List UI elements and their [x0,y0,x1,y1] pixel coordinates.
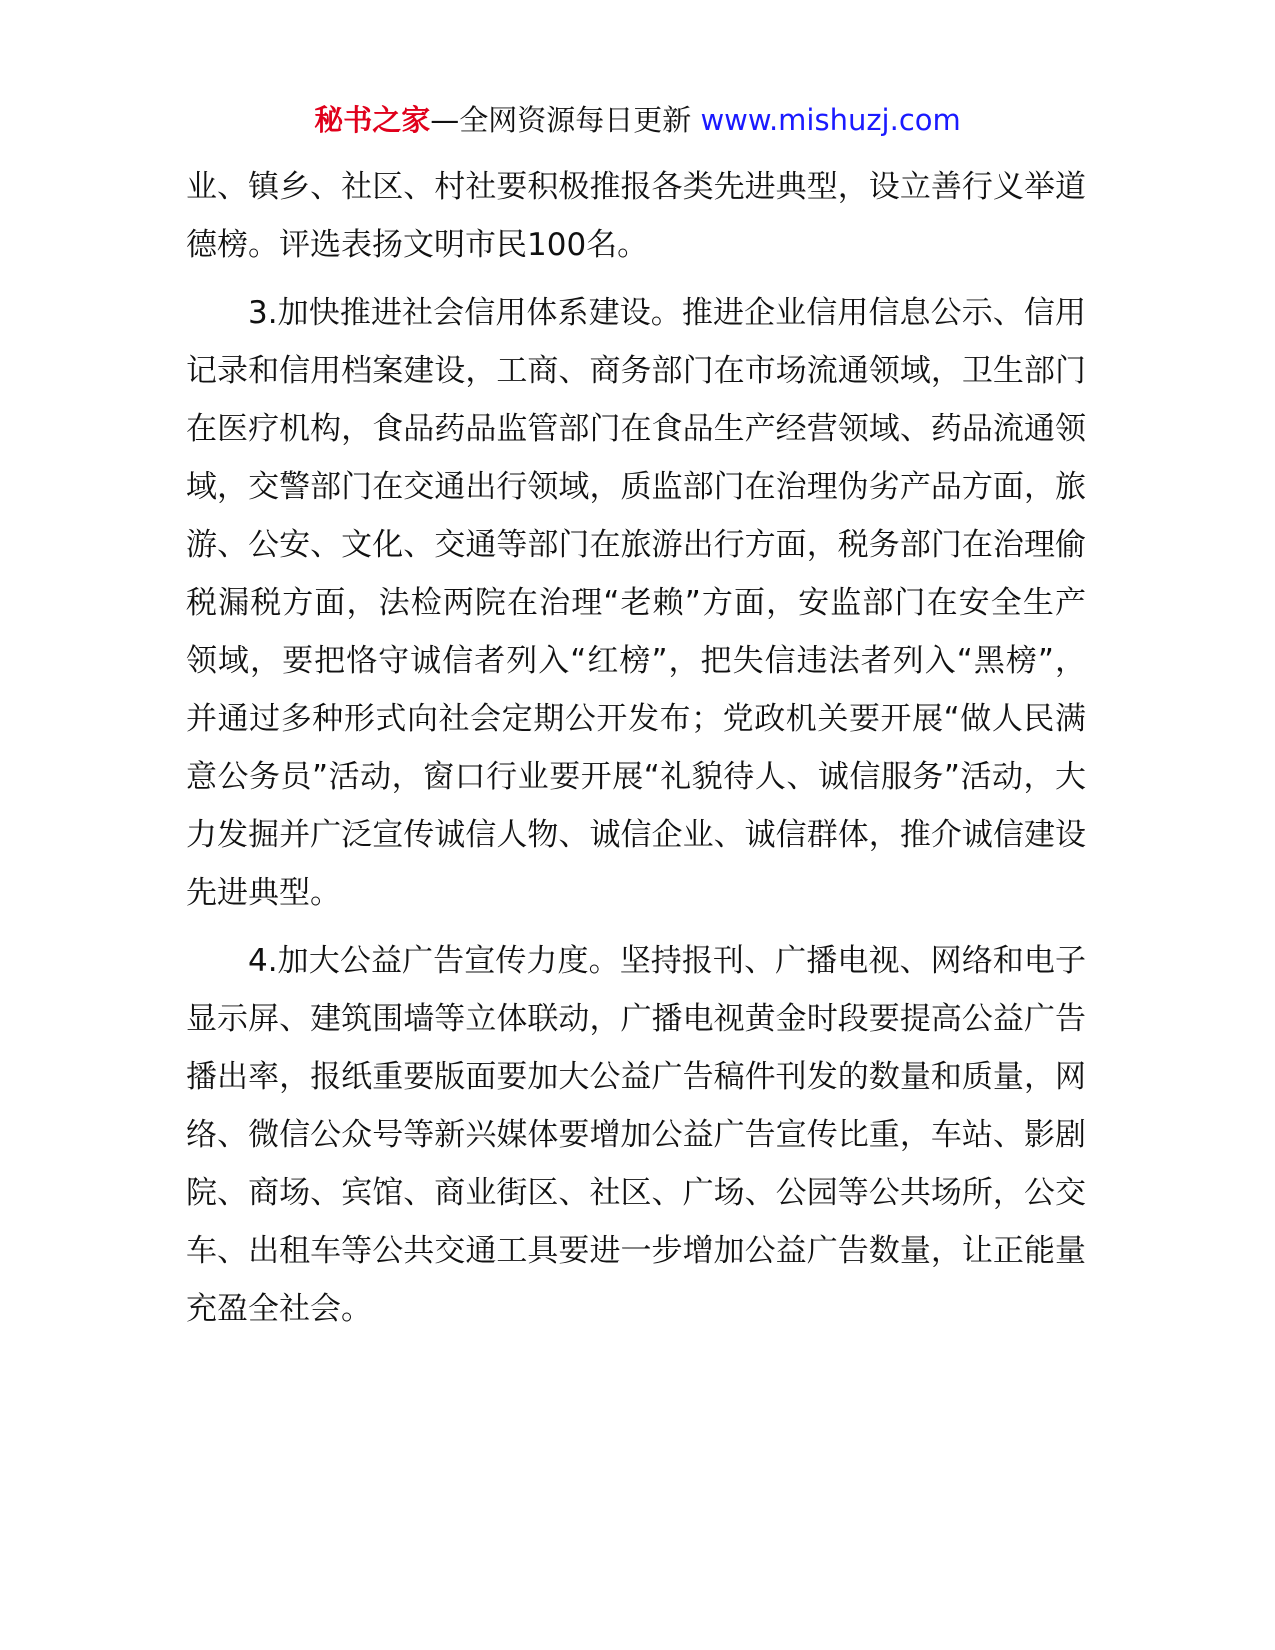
header-url-link[interactable]: www.mishuzj.com [700,103,961,137]
paragraph-credit-system: 3.加快推进社会信用体系建设。推进企业信用信息公示、信用记录和信用档案建设，工商、商务部门在市场流通领域，卫生部门在医疗机构，食品药品监管部门在食品生产经营领域、药品流通领域，交警部门在交通出行领域，质监部门在治理伪劣产品方面，旅游、公安、文化、交通等部门在旅游出行方面，税务部门在治理偷税漏税方面，法检两院在治理“老赖”方面，安监部门在安全生产领域，要把恪守诚信者列入“红榜”，把失信违法者列入“黑榜”，并通过多种形式向社会定期公开发布；党政机关要开展“做人民满意公务员”活动，窗口行业要开展“礼貌待人、诚信服务”活动，大力发掘并广泛宣传诚信人物、诚信企业、诚信群体，推介诚信建设先进典型。 [186,295,1086,911]
header-slogan: —全网资源每日更新 [430,103,701,137]
page-header [0,100,1275,140]
document-body [186,158,1086,1338]
header-brand: 秘书之家 [314,103,431,137]
paragraph-continuation: 业、镇乡、社区、村社要积极推报各类先进典型，设立善行义举道德榜。评选表扬文明市民100名。 [186,169,1086,263]
paragraph-public-ads: 4.加大公益广告宣传力度。坚持报刊、广播电视、网络和电子显示屏、建筑围墙等立体联动，广播电视黄金时段要提高公益广告播出率，报纸重要版面要加大公益广告稿件刊发的数量和质量，网络、微信公众号等新兴媒体要增加公益广告宣传比重，车站、影剧院、商场、宾馆、商业街区、社区、广场、公园等公共场所，公交车、出租车等公共交通工具要进一步增加公益广告数量，让正能量充盈全社会。 [186,943,1086,1327]
